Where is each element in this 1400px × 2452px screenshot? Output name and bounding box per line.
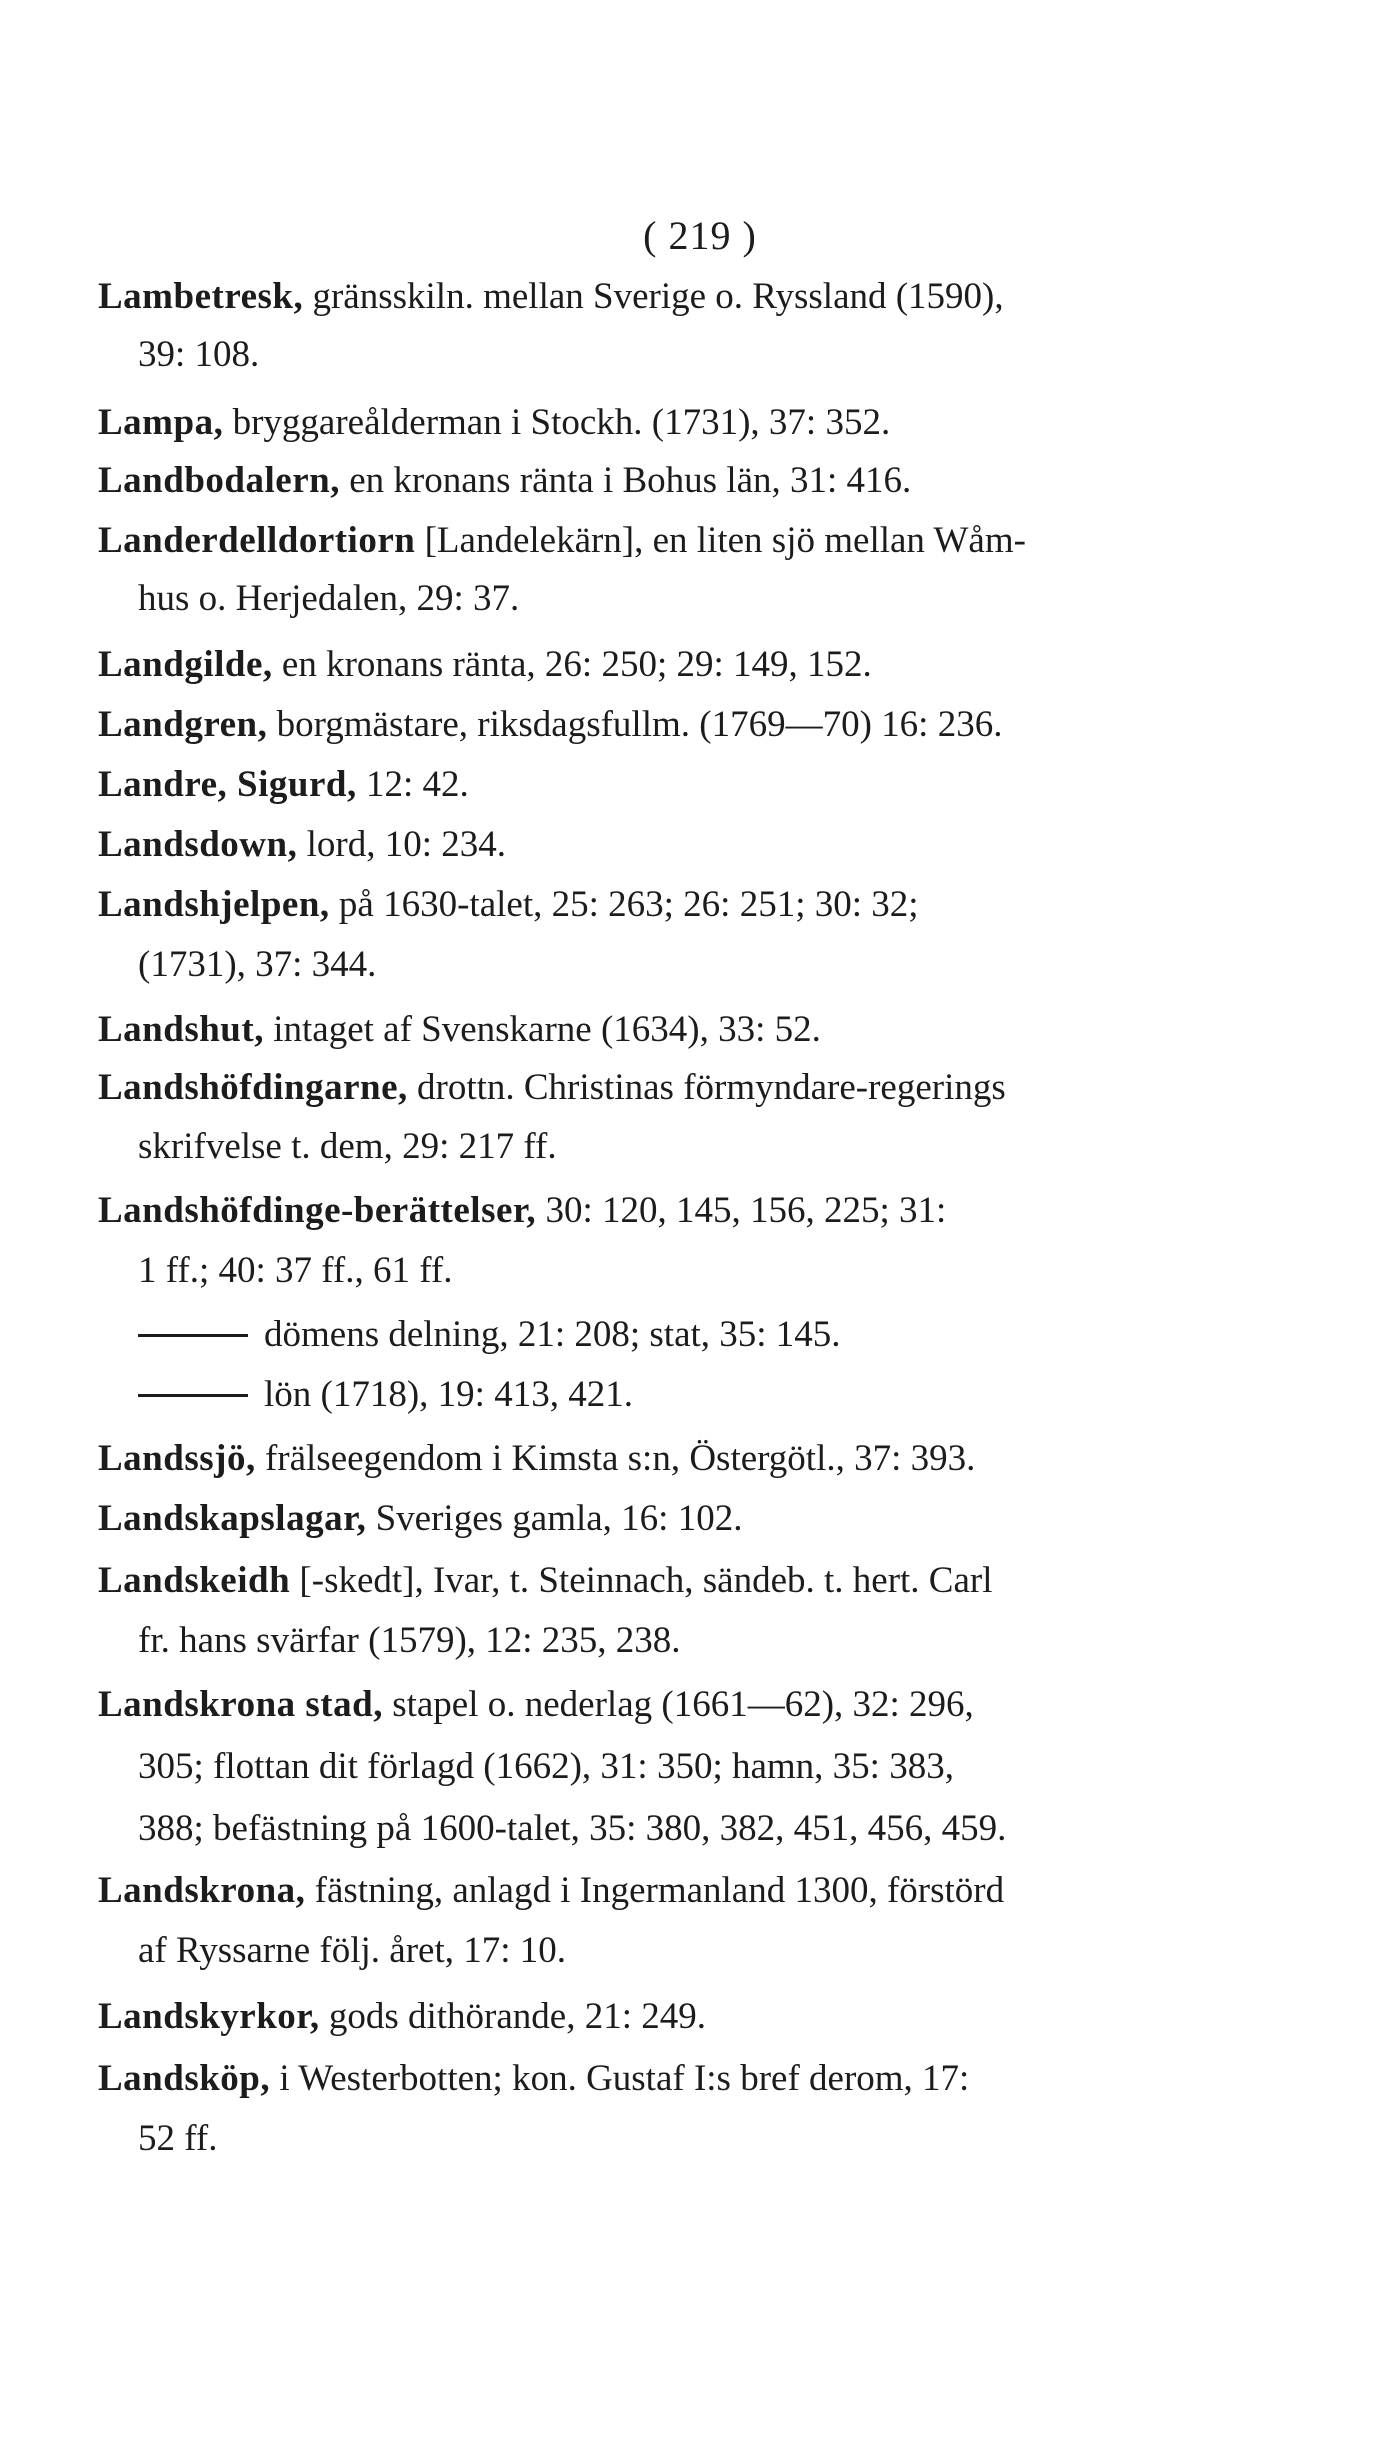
- index-entry-continuation: [138, 330, 1240, 380]
- index-entry-landskop: [98, 2054, 1240, 2104]
- entry-headword: Landskapslagar,: [98, 1498, 367, 1539]
- entry-text: 52 ff.: [138, 2118, 218, 2159]
- index-entry-landskeidh: [98, 1556, 1240, 1606]
- index-entry-landgilde: [98, 640, 1240, 690]
- index-entry-landskyrkor: [98, 1992, 1240, 2042]
- entry-text: en kronans ränta i Bohus län, 31: 416.: [339, 460, 912, 501]
- index-entry-landsdown: [98, 820, 1240, 870]
- index-entry-landshofdinge-berattelser: [98, 1186, 1240, 1236]
- entry-text: stapel o. nederlag (1661—62), 32: 296,: [382, 1684, 974, 1725]
- index-entry-continuation: [138, 1804, 1240, 1854]
- entry-text: gränsskiln. mellan Sverige o. Ryssland (1590),: [303, 276, 1004, 317]
- entry-text: fr. hans svärfar (1579), 12: 235, 238.: [138, 1620, 681, 1661]
- entry-text: af Ryssarne följ. året, 17: 10.: [138, 1930, 567, 1971]
- index-entry-lampa: [98, 398, 1240, 448]
- entry-headword: Landshut,: [98, 1009, 264, 1050]
- entry-headword: Landshöfdinge-berättelser,: [98, 1190, 537, 1231]
- index-subentry-lon: [138, 1370, 1240, 1420]
- index-entry-continuation: [138, 1926, 1240, 1976]
- entry-text: 305; flottan dit förlagd (1662), 31: 350; hamn, 35: 383,: [138, 1746, 954, 1787]
- index-entry-landskrona-fastning: [98, 1866, 1240, 1916]
- entry-text: skrifvelse t. dem, 29: 217 ff.: [138, 1126, 557, 1167]
- index-entry-lambetresk: [98, 272, 1240, 322]
- entry-headword: Landshöfdingarne,: [98, 1067, 408, 1108]
- entry-text: Sveriges gamla, 16: 102.: [366, 1498, 743, 1539]
- index-entry-landbodalern: [98, 456, 1240, 506]
- entry-text: [-skedt], Ivar, t. Steinnach, sändeb. t. hert. Carl: [290, 1560, 993, 1601]
- entry-text: på 1630-talet, 25: 263; 26: 251; 30: 32;: [329, 884, 919, 925]
- entry-headword: Landskrona,: [98, 1870, 306, 1911]
- entry-headword: Landshjelpen,: [98, 884, 330, 925]
- entry-text: frälseegendom i Kimsta s:n, Östergötl., 37: 393.: [255, 1438, 976, 1479]
- entry-text: (1731), 37: 344.: [138, 944, 377, 985]
- entry-text: borgmästare, riksdagsfullm. (1769—70) 16: 236.: [267, 704, 1003, 745]
- entry-text: 39: 108.: [138, 334, 260, 375]
- index-entry-landerdelldortiorn: [98, 516, 1240, 566]
- page-number: ( 219 ): [643, 213, 757, 258]
- entry-text: 1 ff.; 40: 37 ff., 61 ff.: [138, 1250, 453, 1291]
- index-entry-continuation: [138, 1246, 1240, 1296]
- entry-text: intaget af Svenskarne (1634), 33: 52.: [263, 1009, 821, 1050]
- entry-headword: Landsköp,: [98, 2058, 271, 2099]
- index-entry-landshut: [98, 1005, 1240, 1055]
- entry-headword: Landskeidh: [98, 1560, 291, 1601]
- index-entry-continuation: [138, 1122, 1240, 1172]
- entry-text: bryggareålderman i Stockh. (1731), 37: 352.: [223, 402, 891, 443]
- index-entry-continuation: [138, 574, 1240, 624]
- entry-headword: Landre, Sigurd,: [98, 764, 357, 805]
- index-entry-landre: [98, 760, 1240, 810]
- entry-text: 12: 42.: [356, 764, 469, 805]
- entry-headword: Lampa,: [98, 402, 224, 443]
- entry-headword: Landskrona stad,: [98, 1684, 383, 1725]
- entry-text: lord, 10: 234.: [297, 824, 506, 865]
- entry-text: [Landelekärn], en liten sjö mellan Wåm-: [415, 520, 1026, 561]
- entry-headword: Landgilde,: [98, 644, 273, 685]
- entry-headword: Landgren,: [98, 704, 268, 745]
- index-subentry-domens: [138, 1310, 1240, 1360]
- ditto-dash: [138, 1334, 248, 1337]
- entry-text: drottn. Christinas förmyndare-regerings: [407, 1067, 1006, 1108]
- entry-text: hus o. Herjedalen, 29: 37.: [138, 578, 520, 619]
- entry-text: dömens delning, 21: 208; stat, 35: 145.: [264, 1314, 841, 1355]
- entry-text: gods dithörande, 21: 249.: [319, 1996, 706, 2037]
- entry-headword: Landbodalern,: [98, 460, 340, 501]
- entry-text: i Westerbotten; kon. Gustaf I:s bref derom, 17:: [270, 2058, 970, 2099]
- entry-headword: Landssjö,: [98, 1438, 256, 1479]
- entry-text: 30: 120, 145, 156, 225; 31:: [536, 1190, 947, 1231]
- entry-headword: Landerdelldortiorn: [98, 520, 416, 561]
- entry-text: fästning, anlagd i Ingermanland 1300, förstörd: [305, 1870, 1005, 1911]
- index-entry-landshofdingarne: [98, 1063, 1240, 1113]
- index-entry-continuation: [138, 940, 1240, 990]
- index-entry-landshjelpen: [98, 880, 1240, 930]
- index-entry-landskrona-stad: [98, 1680, 1240, 1730]
- index-entry-landskapslagar: [98, 1494, 1240, 1544]
- entry-text: en kronans ränta, 26: 250; 29: 149, 152.: [272, 644, 872, 685]
- entry-text: 388; befästning på 1600-talet, 35: 380, 382, 451, 456, 459.: [138, 1808, 1007, 1849]
- ditto-dash: [138, 1394, 248, 1397]
- index-entry-landssjo: [98, 1434, 1240, 1484]
- entry-headword: Lambetresk,: [98, 276, 304, 317]
- index-entry-continuation: [138, 1616, 1240, 1666]
- entry-headword: Landsdown,: [98, 824, 298, 865]
- entry-headword: Landskyrkor,: [98, 1996, 320, 2037]
- index-entry-continuation: [138, 2114, 1240, 2164]
- index-entry-landgren: [98, 700, 1240, 750]
- entry-text: lön (1718), 19: 413, 421.: [264, 1374, 633, 1415]
- index-entry-continuation: [138, 1742, 1240, 1792]
